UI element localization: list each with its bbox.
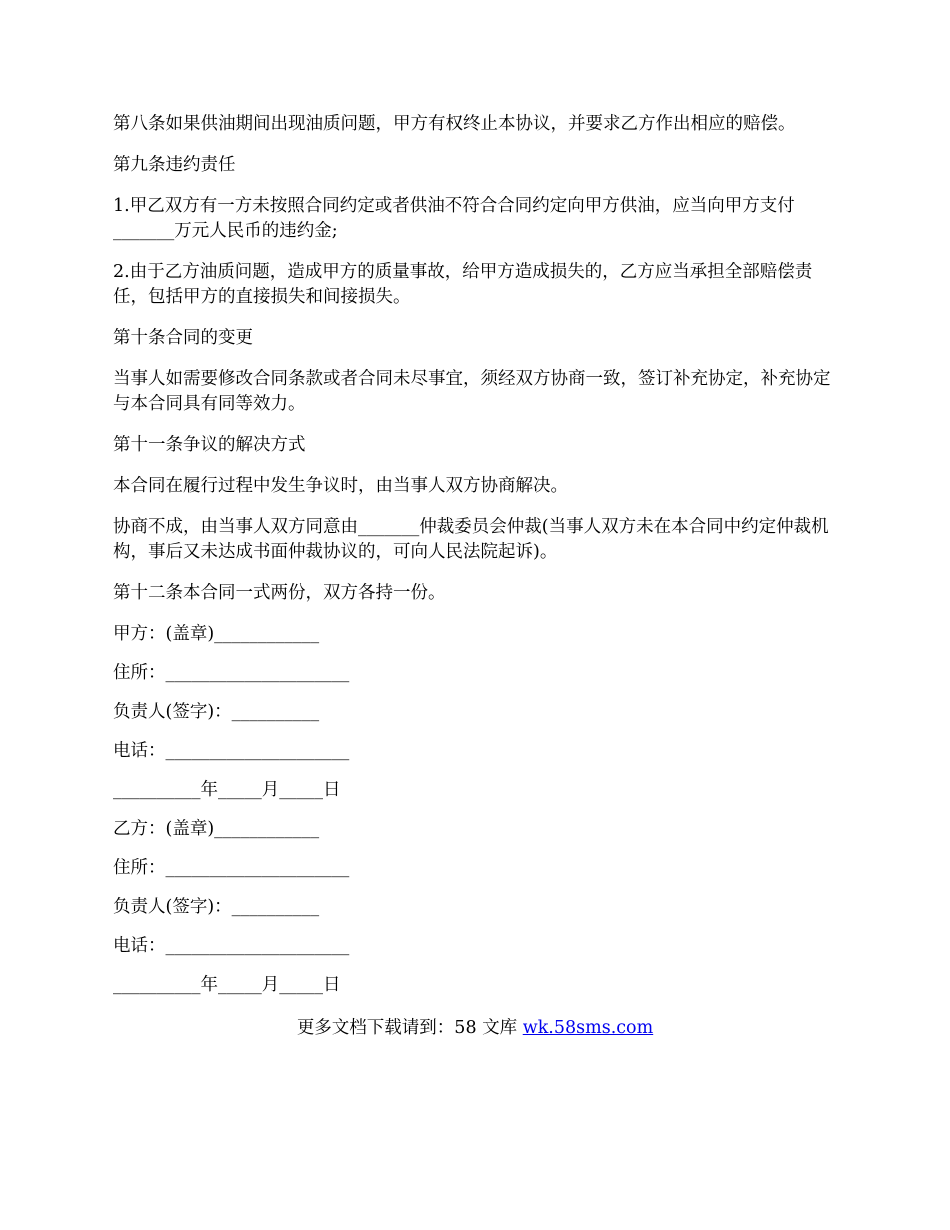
document-body xyxy=(113,112,839,1012)
clause-11-heading: 第十一条争议的解决方式 xyxy=(113,435,306,455)
clause-10-heading: 第十条合同的变更 xyxy=(113,328,253,348)
party-b-date: __________年_____月_____日 xyxy=(113,975,341,995)
party-a-signer: 负责人(签字)：__________ xyxy=(113,702,320,722)
footer-prefix: 更多文档下载请到：58 文库 xyxy=(296,1018,523,1038)
party-b-address: 住所：_____________________ xyxy=(113,858,350,878)
clause-10-body: 当事人如需要修改合同条款或者合同未尽事宜，须经双方协商一致，签订补充协定，补充协定与本合同具有同等效力。 xyxy=(113,369,831,414)
clause-12: 第十二条本合同一式两份，双方各持一份。 xyxy=(113,583,446,603)
party-b-seal: 乙方：(盖章)____________ xyxy=(113,819,320,839)
party-a-phone: 电话：_____________________ xyxy=(113,741,350,761)
clause-11-body-1: 本合同在履行过程中发生争议时，由当事人双方协商解决。 xyxy=(113,476,568,496)
download-footer xyxy=(0,1016,950,1041)
footer-link[interactable]: wk.58sms.com xyxy=(522,1018,654,1038)
party-b-signer: 负责人(签字)：__________ xyxy=(113,897,320,917)
party-a-date: __________年_____月_____日 xyxy=(113,780,341,800)
clause-8: 第八条如果供油期间出现油质问题，甲方有权终止本协议，并要求乙方作出相应的赔偿。 xyxy=(113,114,796,134)
party-a-address: 住所：_____________________ xyxy=(113,663,350,683)
clause-9-item-1: 1.甲乙双方有一方未按照合同约定或者供油不符合合同约定向甲方供油，应当向甲方支付_______万元人民币的违约金; xyxy=(113,196,795,241)
clause-11-body-2: 协商不成，由当事人双方同意由_______仲裁委员会仲裁(当事人双方未在本合同中约定仲裁机构，事后又未达成书面仲裁协议的，可向人民法院起诉)。 xyxy=(113,517,829,562)
clause-9-item-2: 2.由于乙方油质问题，造成甲方的质量事故，给甲方造成损失的，乙方应当承担全部赔偿责任，包括甲方的直接损失和间接损失。 xyxy=(113,262,813,307)
clause-9-heading: 第九条违约责任 xyxy=(113,155,236,175)
party-a-seal: 甲方：(盖章)____________ xyxy=(113,624,320,644)
party-b-phone: 电话：_____________________ xyxy=(113,936,350,956)
